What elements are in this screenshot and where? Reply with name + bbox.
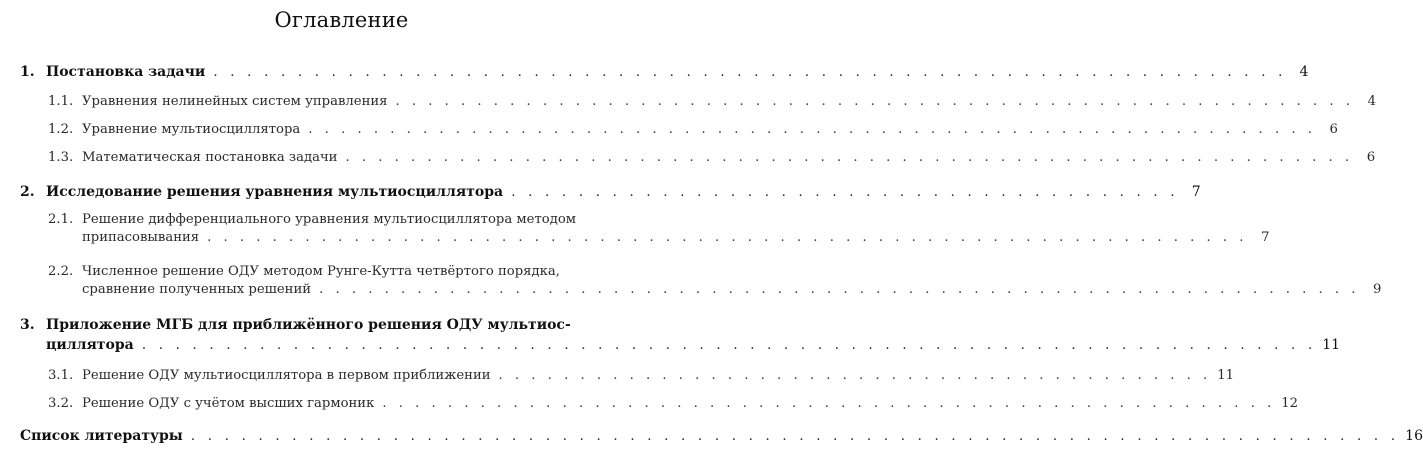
toc-entry-title: Список литературы (20, 428, 183, 444)
toc-title: Оглавление (274, 8, 409, 32)
toc-entry-title: Численное решение ОДУ методом Рунге-Кутта четвёртого порядка, (82, 264, 560, 279)
toc-page-number: 16 (1405, 428, 1423, 444)
toc-number: 1.2. (48, 122, 74, 137)
toc-section-1-1[interactable] (20, 94, 1376, 109)
dot-leader: . . . . . . . . . . . . . . . . . . . . . . . . . . . . . . . . . . . . . . . . . . . . . . . . . . . . . . . . . . . . . . (308, 122, 1316, 137)
toc-entry-title: Уравнения нелинейных систем управления (82, 94, 388, 109)
toc-entry-title-continued: циллятора (46, 337, 134, 353)
dot-leader: . . . . . . . . . . . . . . . . . . . . . . . . . . . . . . . . . . . . . . . . . . . . . . . . . . . . . . . . . . . . . . . . (213, 64, 1287, 80)
toc-entry-title-continued: припасовывания (82, 230, 200, 245)
toc-chapter-1[interactable] (20, 64, 1309, 80)
toc-page-number: 7 (1261, 230, 1270, 245)
toc-entry-title: Решение ОДУ с учётом высших гармоник (82, 396, 375, 411)
toc-section-1-2[interactable] (20, 122, 1338, 137)
toc-number: 1. (20, 64, 35, 80)
toc-section-3-1[interactable] (20, 368, 1235, 383)
dot-leader: . . . . . . . . . . . . . . . . . . . . . . . . . . . . . . . . . . . . . . . . . . . . . . . . . . . . . . . . . . . . . . . . . . . . . . . . (190, 428, 1400, 444)
toc-number: 3.2. (48, 396, 74, 411)
toc-entry-title-continued: сравнение полученных решений (82, 282, 312, 297)
toc-entry-title: Математическая постановка задачи (82, 150, 338, 165)
toc-section-1-3[interactable] (20, 150, 1376, 165)
toc-entry-title: Уравнение мультиосциллятора (82, 122, 301, 137)
dot-leader: . . . . . . . . . . . . . . . . . . . . . . . . . . . . . . . . . . . . . . . . . . . . . . . . . . . . . . . . . . . . . . . . . . . . . . (141, 337, 1317, 353)
dot-leader: . . . . . . . . . . . . . . . . . . . . . . . . . . . . . . . . . . . . . . . . . . . . . . . . . . . . . . . . . . . . . . (345, 150, 1354, 165)
toc-chapter-2[interactable] (20, 184, 1201, 200)
toc-chapter-3[interactable] (20, 317, 1341, 353)
dot-leader: . . . . . . . . . . . . . . . . . . . . . . . . . . . . . . . . . . . . . . . . (511, 184, 1179, 200)
toc-page-number: 6 (1366, 150, 1376, 165)
toc-page-number: 4 (1367, 94, 1376, 109)
dot-leader: . . . . . . . . . . . . . . . . . . . . . . . . . . . . . . . . . . . . . . . . . . . . . . . . . . . . . . . . . . . . . . . . (319, 282, 1360, 297)
dot-leader: . . . . . . . . . . . . . . . . . . . . . . . . . . . . . . . . . . . . . . . . . . . . . . . . . . . . . . . . . . . (395, 94, 1354, 109)
toc-section-2-2[interactable] (20, 264, 1382, 297)
toc-bibliography[interactable] (20, 428, 1423, 444)
toc-page-number: 12 (1281, 396, 1299, 411)
toc-page-number: 4 (1299, 64, 1309, 80)
dot-leader: . . . . . . . . . . . . . . . . . . . . . . . . . . . . . . . . . . . . . . . . . . . . . . . . . . . . . . . (382, 396, 1276, 411)
toc-number: 2.1. (48, 212, 74, 227)
dot-leader: . . . . . . . . . . . . . . . . . . . . . . . . . . . . . . . . . . . . . . . . . . . . . . . . . . . . . . . . . . . . . . . . (207, 230, 1248, 245)
toc-number: 2.2. (48, 264, 74, 279)
toc-section-3-2[interactable] (20, 396, 1299, 411)
toc-page-number: 9 (1373, 282, 1382, 297)
toc-entry-title: Приложение МГБ для приближённого решения ОДУ мультиос- (46, 317, 571, 333)
toc-entry-title: Постановка задачи (46, 64, 206, 80)
toc-entry-title: Решение дифференциального уравнения мультиосциллятора методом (82, 212, 577, 227)
toc-number: 1.3. (48, 150, 74, 165)
toc-number: 3.1. (48, 368, 74, 383)
toc-page-number: 7 (1191, 184, 1201, 200)
toc-page-number: 11 (1322, 337, 1341, 353)
toc-number: 1.1. (48, 94, 74, 109)
toc-entry-title: Исследование решения уравнения мультиосциллятора (46, 184, 504, 200)
toc-number: 2. (20, 184, 35, 200)
toc-page-number: 6 (1329, 122, 1338, 137)
dot-leader: . . . . . . . . . . . . . . . . . . . . . . . . . . . . . . . . . . . . . . . . . . . . (498, 368, 1212, 383)
toc-number: 3. (20, 317, 35, 333)
toc-entry-title: Решение ОДУ мультиосциллятора в первом приближении (82, 368, 491, 383)
toc-page-number: 11 (1217, 368, 1235, 383)
toc-section-2-1[interactable] (20, 212, 1270, 245)
